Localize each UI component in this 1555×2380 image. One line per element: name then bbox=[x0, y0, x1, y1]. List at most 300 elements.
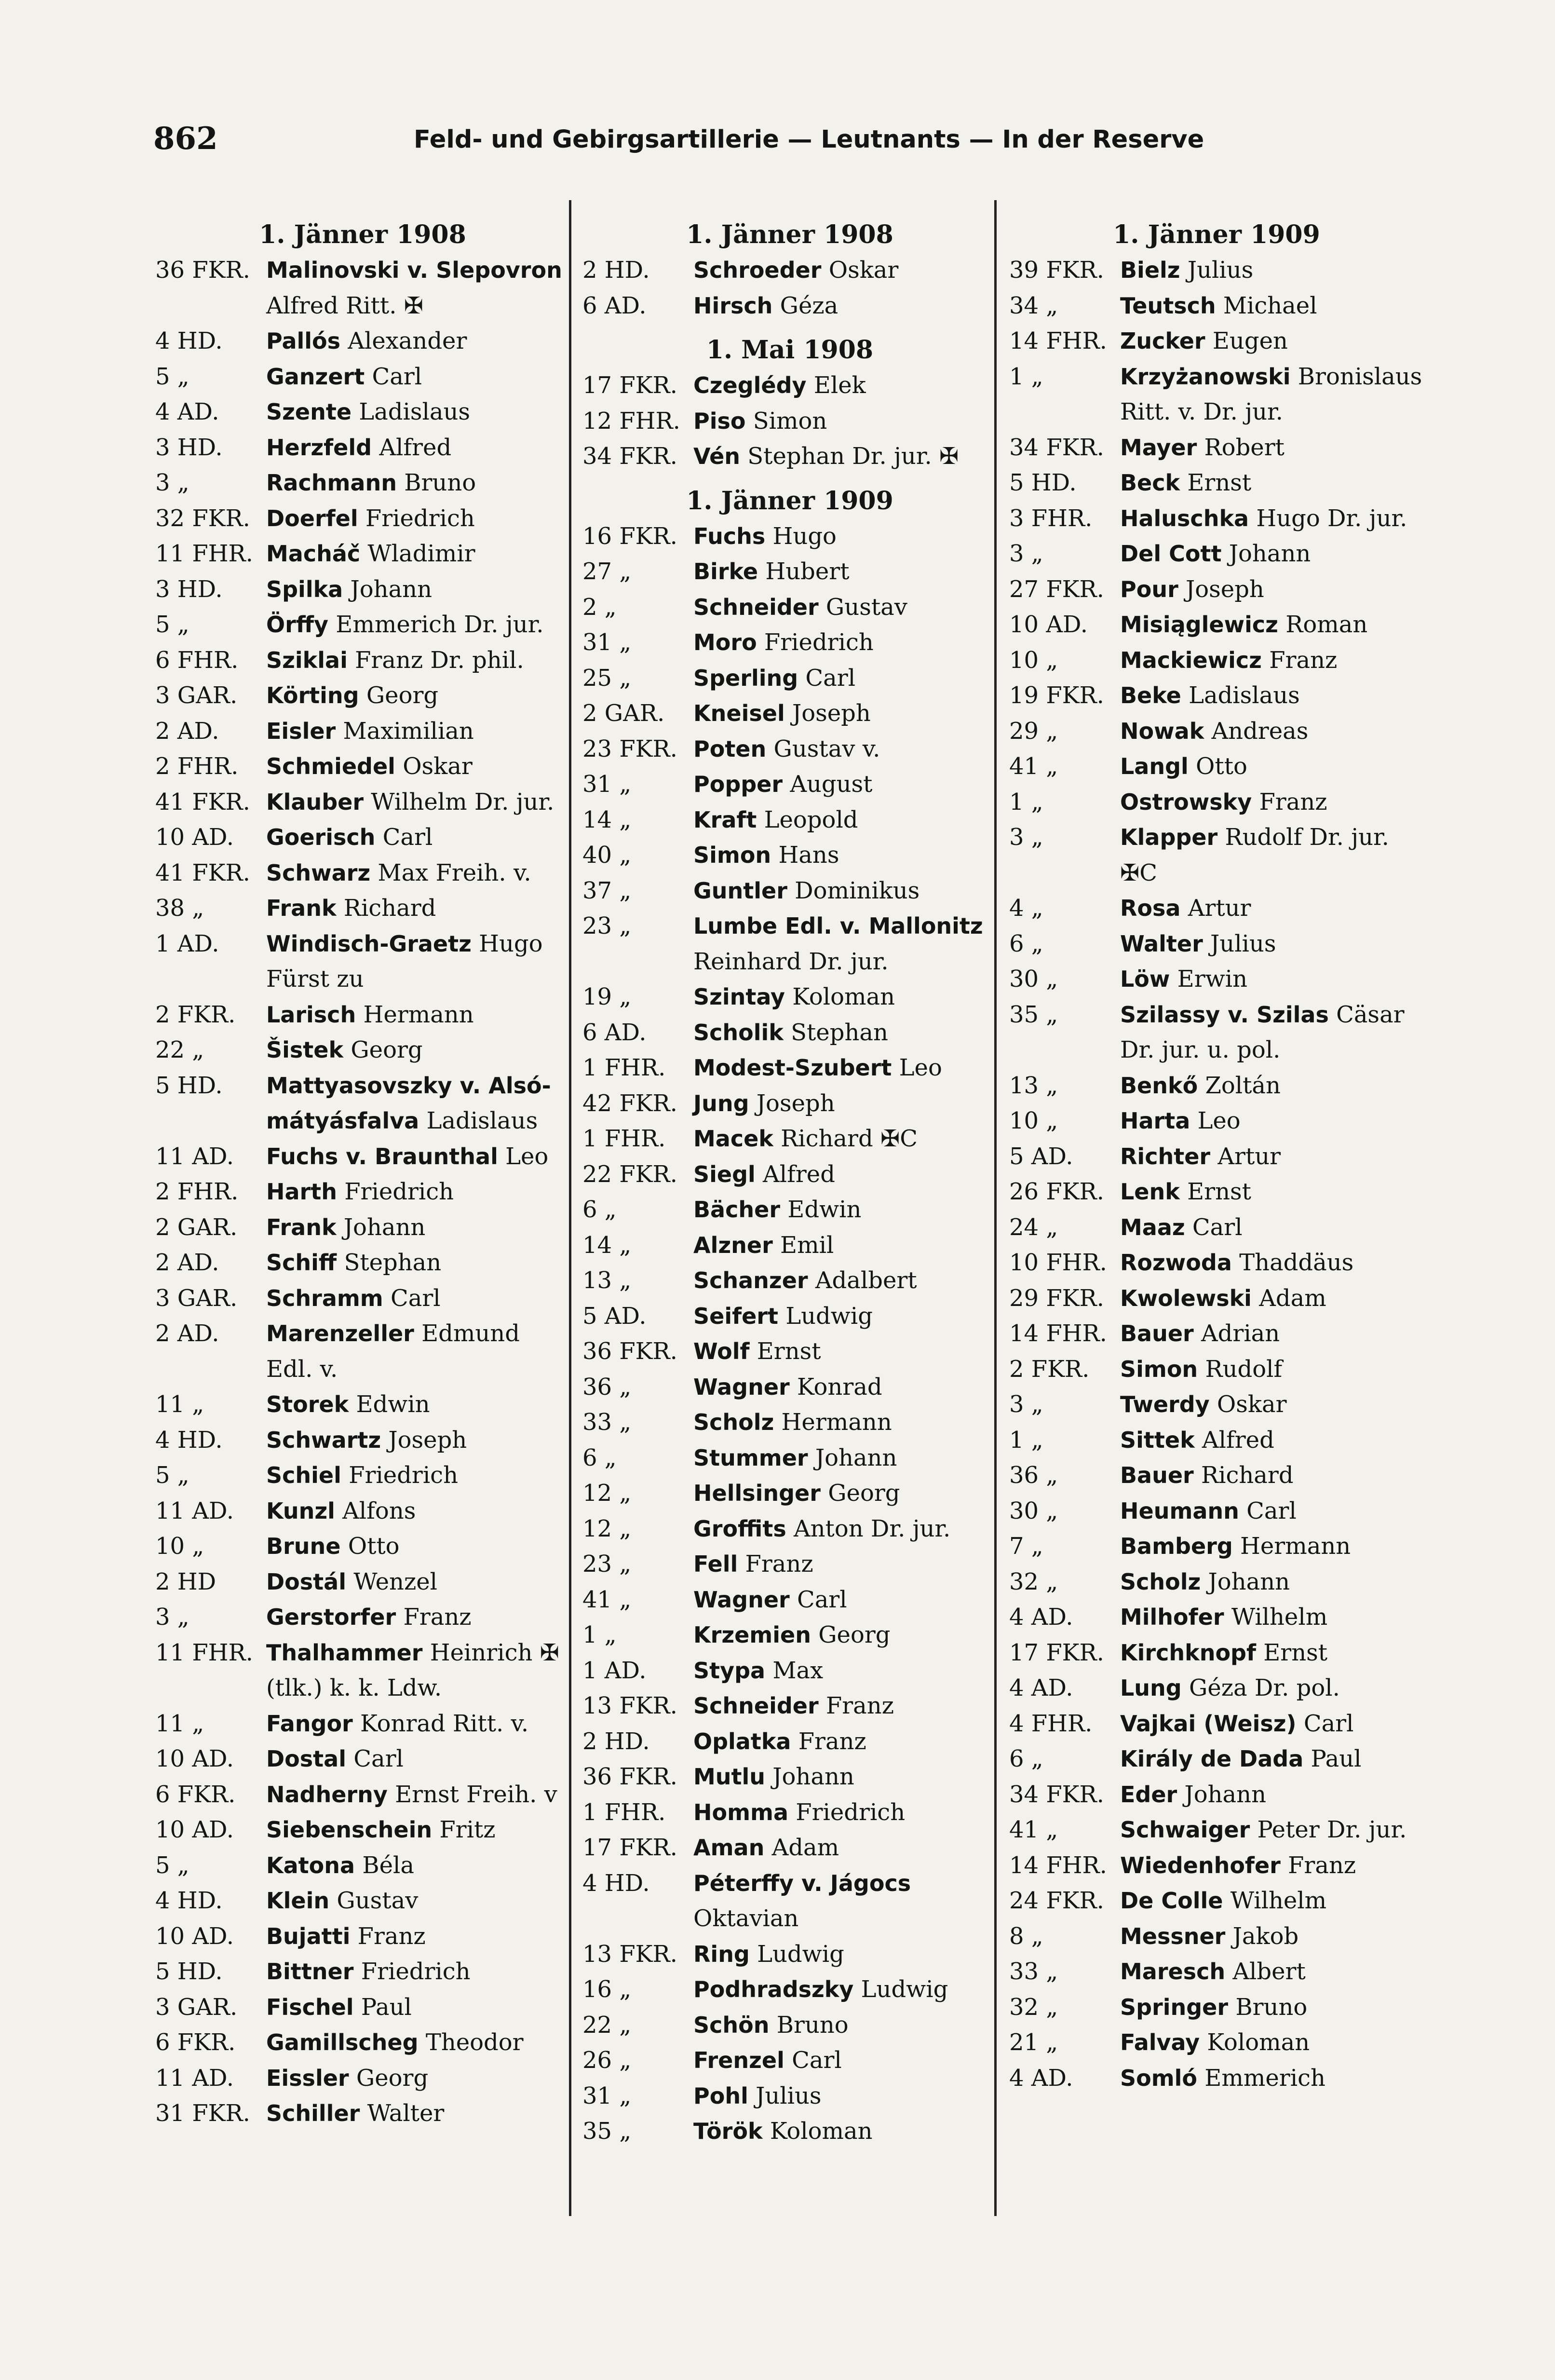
surname: Ganzert bbox=[266, 363, 365, 390]
surname: Bujatti bbox=[266, 1923, 351, 1949]
roster-entry bbox=[582, 1972, 997, 2008]
unit-reference: 10 AD. bbox=[155, 1922, 234, 1950]
roster-entry bbox=[582, 696, 997, 732]
officer-name bbox=[1120, 501, 1424, 537]
surname: Schwartz bbox=[266, 1427, 381, 1453]
roster-entry bbox=[1009, 1919, 1424, 1955]
officer-name bbox=[693, 2043, 997, 2079]
given-names: Franz bbox=[1252, 788, 1327, 816]
surname: Schön bbox=[693, 2012, 770, 2038]
unit-reference: 32 „ bbox=[1009, 1993, 1058, 2021]
roster-entry bbox=[582, 1866, 997, 1937]
surname: Péterffy v. Jágocs bbox=[693, 1870, 911, 1896]
roster-entry bbox=[155, 714, 570, 749]
unit-reference: 10 FHR. bbox=[1009, 1249, 1107, 1276]
unit-reference: 17 FKR. bbox=[582, 1834, 677, 1861]
roster-entry bbox=[155, 1600, 570, 1635]
roster-entry bbox=[1009, 1600, 1424, 1635]
officer-name bbox=[693, 979, 997, 1015]
officer-name bbox=[693, 767, 997, 802]
roster-entry bbox=[155, 820, 570, 856]
given-names: Anton Dr. jur. bbox=[786, 1515, 951, 1542]
surname: Fangor bbox=[266, 1710, 353, 1737]
officer-name bbox=[693, 1121, 997, 1157]
officer-name bbox=[266, 394, 570, 430]
given-names: Carl bbox=[1296, 1710, 1354, 1737]
surname: Windisch-Graetz bbox=[266, 930, 472, 957]
officer-name bbox=[693, 1050, 997, 1086]
unit-reference: 1 AD. bbox=[155, 930, 219, 957]
officer-name bbox=[266, 1281, 570, 1317]
given-names: Koloman bbox=[1200, 2029, 1310, 2056]
given-names: Cäsar Dr. jur. u. pol. bbox=[1120, 1001, 1412, 1063]
surname: Schiller bbox=[266, 2100, 360, 2126]
surname: Mattyasovszky v. Alsó-mátyásfalva bbox=[266, 1072, 551, 1134]
unit-reference: 6 FKR. bbox=[155, 2029, 236, 2056]
given-names: Hermann bbox=[774, 1409, 892, 1436]
surname: Rachmann bbox=[266, 470, 397, 496]
given-names: Johann bbox=[1177, 1781, 1266, 1808]
roster-entry bbox=[582, 802, 997, 838]
surname: Homma bbox=[693, 1799, 789, 1825]
officer-name bbox=[266, 1139, 570, 1175]
given-names: Adalbert bbox=[808, 1267, 917, 1294]
roster-entry bbox=[155, 891, 570, 926]
officer-name bbox=[693, 1972, 997, 2008]
roster-entry bbox=[155, 785, 570, 820]
given-names: Ladislaus bbox=[1181, 682, 1300, 709]
surname: Mutlu bbox=[693, 1764, 766, 1790]
roster-entry bbox=[155, 1458, 570, 1494]
surname: Klein bbox=[266, 1888, 330, 1914]
officer-name bbox=[1120, 1352, 1424, 1387]
surname: Bielz bbox=[1120, 257, 1180, 283]
given-names: Béla bbox=[355, 1851, 414, 1879]
officer-name bbox=[266, 1529, 570, 1564]
officer-name bbox=[1120, 820, 1424, 891]
given-names: Konrad bbox=[789, 1373, 882, 1401]
officer-name bbox=[1120, 1777, 1424, 1813]
given-names: Franz bbox=[396, 1604, 472, 1631]
given-names: Leopold bbox=[757, 806, 858, 833]
given-names: Albert bbox=[1225, 1958, 1306, 1985]
surname: Schmiedel bbox=[266, 753, 395, 779]
surname: Guntler bbox=[693, 877, 787, 904]
surname: Moro bbox=[693, 629, 757, 655]
unit-reference: 10 AD. bbox=[155, 1816, 234, 1843]
officer-name bbox=[1120, 1210, 1424, 1246]
roster-entry bbox=[1009, 962, 1424, 997]
officer-name bbox=[266, 536, 570, 572]
surname: Malinovski v. Slepovron bbox=[266, 257, 562, 283]
officer-name bbox=[693, 1688, 997, 1724]
roster-entry bbox=[1009, 324, 1424, 359]
surname: Hirsch bbox=[693, 292, 773, 319]
surname: Twerdy bbox=[1120, 1391, 1210, 1417]
roster-entry bbox=[582, 1547, 997, 1582]
unit-reference: 4 AD. bbox=[1009, 2064, 1073, 2092]
officer-name bbox=[693, 1866, 997, 1937]
roster-entry bbox=[155, 359, 570, 395]
surname: Poten bbox=[693, 735, 767, 762]
unit-reference: 3 GAR. bbox=[155, 1284, 238, 1312]
unit-reference: 30 „ bbox=[1009, 966, 1058, 993]
unit-reference: 41 „ bbox=[582, 1586, 632, 1613]
unit-reference: 19 „ bbox=[582, 983, 632, 1010]
officer-name bbox=[693, 1192, 997, 1228]
surname: Löw bbox=[1120, 966, 1170, 992]
unit-reference: 5 „ bbox=[155, 1462, 189, 1489]
unit-reference: 3 HD. bbox=[155, 434, 223, 461]
given-names: Richard bbox=[336, 895, 436, 922]
given-names: Gustav v. bbox=[766, 735, 880, 762]
given-names: Friedrich bbox=[353, 1958, 471, 1985]
surname: Seifert bbox=[693, 1303, 778, 1329]
given-names: Franz bbox=[1280, 1851, 1356, 1879]
surname: Aman bbox=[693, 1835, 765, 1861]
surname: Wagner bbox=[693, 1374, 790, 1400]
officer-name bbox=[266, 1990, 570, 2026]
surname: Sittek bbox=[1120, 1427, 1195, 1453]
officer-name bbox=[1120, 1423, 1424, 1458]
roster-entry bbox=[155, 997, 570, 1033]
officer-name bbox=[693, 519, 997, 555]
roster-entry bbox=[1009, 536, 1424, 572]
roster-entry bbox=[582, 1653, 997, 1689]
officer-name bbox=[1120, 1671, 1424, 1706]
given-names: Ernst bbox=[1256, 1639, 1328, 1666]
section-heading: 1. Mai 1908 bbox=[706, 335, 874, 365]
surname: Schroeder bbox=[693, 257, 822, 283]
given-names: Edmund Edl. v. bbox=[266, 1320, 527, 1383]
unit-reference: 11 FHR. bbox=[155, 1639, 253, 1666]
surname: Schiff bbox=[266, 1250, 337, 1276]
officer-name bbox=[266, 1245, 570, 1281]
officer-name bbox=[266, 1423, 570, 1458]
unit-reference: 8 „ bbox=[1009, 1922, 1043, 1950]
given-names: Ernst bbox=[749, 1338, 821, 1365]
given-names: Bronislaus Ritt. v. Dr. jur. bbox=[1120, 363, 1430, 425]
roster-entry bbox=[155, 1990, 570, 2026]
unit-reference: 27 FKR. bbox=[1009, 575, 1104, 603]
roster-entry bbox=[155, 572, 570, 608]
surname: Bächer bbox=[693, 1197, 781, 1223]
unit-reference: 4 „ bbox=[1009, 895, 1043, 922]
unit-reference: 31 „ bbox=[582, 629, 632, 656]
unit-reference: 4 HD. bbox=[582, 1869, 650, 1897]
given-names: Julius bbox=[748, 2082, 822, 2109]
roster-entry bbox=[1009, 607, 1424, 643]
given-names: Otto bbox=[340, 1533, 400, 1560]
unit-reference: 4 HD. bbox=[155, 327, 223, 354]
surname: Kirchknopf bbox=[1120, 1639, 1256, 1666]
surname: Brune bbox=[266, 1533, 341, 1559]
officer-name bbox=[693, 1618, 997, 1653]
unit-reference: 22 FKR. bbox=[582, 1160, 677, 1188]
given-names: Reinhard Dr. jur. bbox=[693, 912, 990, 975]
unit-reference: 2 AD. bbox=[155, 717, 219, 745]
surname: Frank bbox=[266, 1214, 337, 1240]
roster-entry bbox=[1009, 1387, 1424, 1423]
roster-entry bbox=[155, 749, 570, 785]
roster-section bbox=[582, 483, 997, 2149]
roster-entry bbox=[155, 1245, 570, 1281]
page-number: 862 bbox=[153, 121, 218, 157]
given-names: Eugen bbox=[1205, 327, 1288, 354]
surname: Groffits bbox=[693, 1515, 786, 1542]
surname: Gamillscheg bbox=[266, 2029, 419, 2055]
surname: Thalhammer bbox=[266, 1639, 423, 1666]
given-names: Heinrich ✠ (tlk.) k. k. Ldw. bbox=[266, 1639, 567, 1701]
surname: Bauer bbox=[1120, 1462, 1194, 1488]
officer-name bbox=[266, 1848, 570, 1884]
officer-name bbox=[1120, 2025, 1424, 2061]
roster-entry bbox=[582, 2114, 997, 2149]
officer-name bbox=[1120, 1635, 1424, 1671]
unit-reference: 6 AD. bbox=[582, 1019, 647, 1046]
given-names: Franz bbox=[791, 1727, 866, 1755]
roster-entry bbox=[155, 324, 570, 359]
unit-reference: 10 AD. bbox=[155, 1745, 234, 1772]
officer-name bbox=[693, 732, 997, 767]
officer-name bbox=[693, 909, 997, 979]
officer-name bbox=[266, 1494, 570, 1529]
officer-name bbox=[693, 2008, 997, 2043]
officer-name bbox=[693, 1830, 997, 1866]
officer-name bbox=[693, 625, 997, 661]
surname: Scholz bbox=[1120, 1568, 1201, 1595]
officer-name bbox=[266, 465, 570, 501]
roster-entry bbox=[582, 1441, 997, 1476]
officer-name bbox=[266, 1812, 570, 1848]
unit-reference: 6 FKR. bbox=[155, 1781, 236, 1808]
officer-name bbox=[693, 1547, 997, 1582]
officer-name bbox=[693, 802, 997, 838]
unit-reference: 36 FKR. bbox=[155, 257, 250, 284]
surname: Szente bbox=[266, 399, 352, 425]
given-names: Roman bbox=[1278, 611, 1368, 638]
roster-entry bbox=[582, 1370, 997, 1405]
roster-entry bbox=[155, 607, 570, 643]
unit-reference: 41 „ bbox=[1009, 1816, 1058, 1843]
unit-reference: 10 AD. bbox=[1009, 611, 1088, 638]
officer-name bbox=[1120, 714, 1424, 749]
given-names: Hugo Fürst zu bbox=[266, 930, 550, 993]
given-names: Johann bbox=[343, 575, 432, 603]
roster-entry bbox=[1009, 891, 1424, 926]
roster-entry bbox=[582, 1228, 997, 1264]
unit-reference: 5 HD. bbox=[155, 1072, 223, 1099]
unit-reference: 16 FKR. bbox=[582, 522, 677, 550]
surname: Alzner bbox=[693, 1232, 773, 1258]
officer-name bbox=[693, 288, 997, 324]
surname: Podhradszky bbox=[693, 1976, 854, 2002]
roster-entry bbox=[1009, 1529, 1424, 1564]
unit-reference: 41 FKR. bbox=[155, 859, 250, 886]
given-names: Stephan bbox=[337, 1249, 442, 1276]
roster-entry bbox=[1009, 501, 1424, 537]
unit-reference: 2 HD. bbox=[582, 257, 650, 284]
officer-name bbox=[1120, 359, 1430, 430]
unit-reference: 32 FKR. bbox=[155, 504, 250, 532]
roster-entry bbox=[155, 1848, 570, 1884]
surname: Sperling bbox=[693, 665, 798, 691]
officer-name bbox=[1120, 1848, 1424, 1884]
officer-name bbox=[266, 1316, 570, 1387]
given-names: Alexander bbox=[340, 327, 467, 354]
officer-name bbox=[1120, 253, 1424, 288]
page-header bbox=[153, 121, 1426, 174]
officer-name bbox=[266, 678, 570, 714]
unit-reference: 11 AD. bbox=[155, 1142, 234, 1170]
given-names: Johann bbox=[765, 1763, 854, 1790]
officer-name bbox=[1120, 1812, 1424, 1848]
officer-name bbox=[693, 838, 997, 873]
given-names: August bbox=[783, 771, 873, 798]
roster-entry bbox=[155, 1954, 570, 1990]
surname: Katona bbox=[266, 1852, 355, 1878]
surname: Eisler bbox=[266, 718, 336, 744]
roster-entry bbox=[582, 1795, 997, 1831]
officer-name bbox=[266, 714, 570, 749]
roster-entry bbox=[582, 909, 997, 979]
unit-reference: 1 „ bbox=[1009, 788, 1043, 816]
officer-name bbox=[1120, 288, 1424, 324]
given-names: Oskar bbox=[395, 753, 473, 780]
given-names: Johann bbox=[1201, 1568, 1290, 1595]
unit-reference: 38 „ bbox=[155, 895, 204, 922]
roster-entry bbox=[1009, 2061, 1424, 2096]
unit-reference: 22 „ bbox=[155, 1036, 204, 1063]
unit-reference: 3 „ bbox=[155, 1604, 189, 1631]
unit-reference: 33 „ bbox=[582, 1409, 632, 1436]
given-names: Friedrich bbox=[337, 1178, 454, 1205]
roster-entry bbox=[155, 1139, 570, 1175]
given-names: Ludwig bbox=[778, 1302, 873, 1330]
given-names: Julius bbox=[1203, 930, 1276, 957]
surname: Vajkai (Weisz) bbox=[1120, 1710, 1297, 1737]
unit-reference: 10 „ bbox=[1009, 646, 1058, 674]
unit-reference: 23 „ bbox=[582, 912, 632, 939]
officer-name bbox=[693, 661, 997, 696]
officer-name bbox=[1120, 1174, 1424, 1210]
officer-name bbox=[693, 1476, 997, 1511]
given-names: Johann bbox=[336, 1213, 426, 1241]
given-names: Oskar bbox=[1209, 1391, 1287, 1418]
officer-name bbox=[266, 1919, 570, 1955]
unit-reference: 34 FKR. bbox=[582, 443, 677, 470]
given-names: Gustav bbox=[329, 1887, 419, 1914]
roster-entry bbox=[1009, 1635, 1424, 1671]
officer-name bbox=[266, 1883, 570, 1919]
roster-entry bbox=[1009, 1245, 1424, 1281]
given-names: Richard bbox=[1193, 1462, 1294, 1489]
surname: Heumann bbox=[1120, 1497, 1239, 1524]
roster-entry bbox=[582, 2043, 997, 2079]
surname: Stummer bbox=[693, 1444, 808, 1471]
surname: Popper bbox=[693, 771, 783, 797]
roster-entry bbox=[155, 1741, 570, 1777]
roster-entry bbox=[155, 643, 570, 679]
given-names: Hugo Dr. jur. bbox=[1249, 504, 1407, 532]
officer-name bbox=[266, 926, 570, 997]
surname: Klapper bbox=[1120, 824, 1218, 850]
roster-entry bbox=[1009, 1741, 1424, 1777]
unit-reference: 41 FKR. bbox=[155, 788, 250, 816]
given-names: Ladislaus bbox=[352, 398, 471, 425]
given-names: Max Freih. v. bbox=[370, 859, 531, 886]
surname: Oplatka bbox=[693, 1728, 791, 1754]
given-names: Erwin bbox=[1170, 966, 1248, 993]
roster-entry bbox=[1009, 997, 1424, 1068]
surname: Richter bbox=[1120, 1143, 1211, 1170]
given-names: Alfons bbox=[335, 1497, 416, 1524]
roster-entry bbox=[1009, 1812, 1424, 1848]
roster-entry bbox=[155, 1883, 570, 1919]
officer-name bbox=[693, 1582, 997, 1618]
surname: Simon bbox=[1120, 1356, 1198, 1382]
roster-entry bbox=[1009, 465, 1424, 501]
roster-entry bbox=[155, 430, 570, 466]
unit-reference: 2 GAR. bbox=[155, 1213, 238, 1241]
roster-entry bbox=[155, 1494, 570, 1529]
surname: Beck bbox=[1120, 470, 1180, 496]
surname: Wiedenhofer bbox=[1120, 1852, 1281, 1878]
unit-reference: 11 AD. bbox=[155, 1497, 234, 1524]
unit-reference: 12 „ bbox=[582, 1480, 632, 1507]
unit-reference: 5 AD. bbox=[582, 1302, 647, 1330]
roster-entry bbox=[1009, 1423, 1424, 1458]
unit-reference: 1 „ bbox=[1009, 363, 1043, 390]
unit-reference: 16 „ bbox=[582, 1976, 632, 2003]
given-names: Robert bbox=[1197, 434, 1285, 461]
roster-entry bbox=[582, 873, 997, 909]
officer-name bbox=[266, 1954, 570, 1990]
officer-name bbox=[693, 1370, 997, 1405]
surname: Gerstorfer bbox=[266, 1604, 396, 1630]
roster-entry bbox=[582, 1476, 997, 1511]
roster-entry bbox=[1009, 1210, 1424, 1246]
roster-entry bbox=[582, 661, 997, 696]
unit-reference: 24 FKR. bbox=[1009, 1887, 1104, 1914]
surname: Lenk bbox=[1120, 1179, 1180, 1205]
roster-entry bbox=[1009, 572, 1424, 608]
given-names: Georg bbox=[343, 1036, 423, 1063]
surname: Langl bbox=[1120, 753, 1189, 779]
unit-reference: 5 AD. bbox=[1009, 1142, 1073, 1170]
roster-entry bbox=[582, 1582, 997, 1618]
roster-entry bbox=[155, 1706, 570, 1742]
surname: Dostal bbox=[266, 1746, 346, 1772]
unit-reference: 40 „ bbox=[582, 842, 632, 869]
roster-entry bbox=[582, 1688, 997, 1724]
officer-name bbox=[266, 1387, 570, 1423]
unit-reference: 36 „ bbox=[582, 1373, 632, 1401]
officer-name bbox=[1120, 1245, 1424, 1281]
given-names: Bruno bbox=[396, 469, 476, 496]
officer-name bbox=[1120, 962, 1424, 997]
officer-name bbox=[1120, 997, 1424, 1068]
given-names: Wladimir bbox=[360, 540, 475, 567]
roster-entry bbox=[582, 838, 997, 873]
unit-reference: 5 „ bbox=[155, 363, 189, 390]
unit-reference: 17 FKR. bbox=[1009, 1639, 1104, 1666]
unit-reference: 29 FKR. bbox=[1009, 1284, 1104, 1312]
surname: Nowak bbox=[1120, 718, 1204, 744]
unit-reference: 10 „ bbox=[155, 1533, 204, 1560]
officer-name bbox=[1120, 1564, 1424, 1600]
officer-name bbox=[266, 1706, 570, 1742]
